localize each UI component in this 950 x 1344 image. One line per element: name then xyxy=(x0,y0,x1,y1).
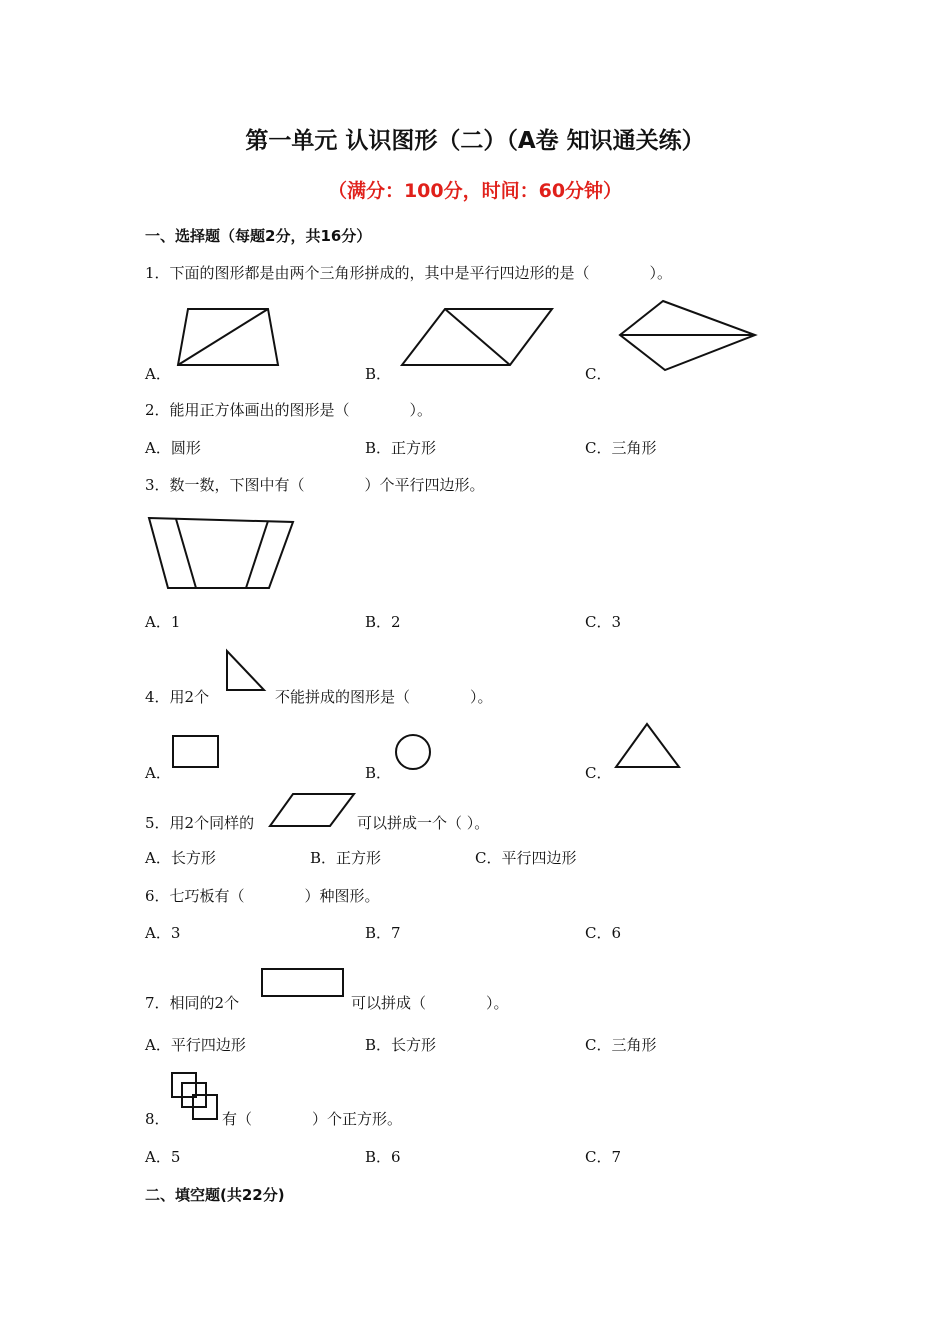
section-heading-fill-blank: 二、填空题(共22分) xyxy=(145,1186,285,1204)
question-1-option-c[interactable]: C． xyxy=(585,365,612,383)
question-2-option-b[interactable]: B．正方形 xyxy=(365,439,437,457)
question-5-option-a[interactable]: A．长方形 xyxy=(145,849,216,867)
page-title: 第一单元 认识图形（二）（A卷 知识通关练） xyxy=(245,128,705,154)
rectangle-inline-figure xyxy=(259,966,347,1000)
question-6-option-c[interactable]: C．6 xyxy=(585,924,622,942)
question-6-option-b[interactable]: B．7 xyxy=(365,924,401,942)
question-7-text-after: 可以拼成（ ）。 xyxy=(351,994,509,1012)
question-7-option-c[interactable]: C．三角形 xyxy=(585,1036,657,1054)
question-5-option-b[interactable]: B．正方形 xyxy=(310,849,382,867)
question-5-text-after: 可以拼成一个（ ）。 xyxy=(357,814,490,832)
section-heading-choice: 一、选择题（每题2分，共16分） xyxy=(145,227,372,245)
question-8-option-a[interactable]: A．5 xyxy=(145,1148,181,1166)
question-4-option-b[interactable]: B． xyxy=(365,764,392,782)
question-4-text-after: 不能拼成的图形是（ ）。 xyxy=(275,688,493,706)
overlapping-squares-figure xyxy=(168,1070,224,1124)
circle-option-figure xyxy=(392,732,434,774)
kite-with-diagonal-figure xyxy=(615,295,760,375)
question-3-option-c[interactable]: C．3 xyxy=(585,613,622,631)
question-2-option-a[interactable]: A．圆形 xyxy=(145,439,201,457)
question-7-option-a[interactable]: A．平行四边形 xyxy=(145,1036,246,1054)
question-6-text: 6．七巧板有（ ）种图形。 xyxy=(145,887,380,905)
question-4-text-before: 4．用2个 xyxy=(145,688,210,706)
question-2-text: 2．能用正方体画出的图形是（ ）。 xyxy=(145,401,433,419)
question-1-option-b[interactable]: B． xyxy=(365,365,392,383)
trapezoid-with-diagonal-figure xyxy=(170,305,290,370)
question-2-option-c[interactable]: C．三角形 xyxy=(585,439,657,457)
question-3-option-a[interactable]: A．1 xyxy=(145,613,181,631)
rectangle-option-figure xyxy=(170,733,222,771)
parallelogram-with-diagonal-figure xyxy=(398,305,558,370)
question-1-text: 1．下面的图形都是由两个三角形拼成的，其中是平行四边形的是（ ）。 xyxy=(145,264,673,282)
question-1-option-a[interactable]: A． xyxy=(145,365,171,383)
question-7-option-b[interactable]: B．长方形 xyxy=(365,1036,437,1054)
question-8-option-c[interactable]: C．7 xyxy=(585,1148,622,1166)
question-8-option-b[interactable]: B．6 xyxy=(365,1148,401,1166)
question-4-option-c[interactable]: C． xyxy=(585,764,612,782)
question-3-text: 3．数一数，下图中有（ ）个平行四边形。 xyxy=(145,476,485,494)
question-6-option-a[interactable]: A．3 xyxy=(145,924,181,942)
right-triangle-figure xyxy=(222,648,270,694)
divided-trapezoid-figure xyxy=(146,510,298,595)
parallelogram-inline-figure xyxy=(268,791,358,831)
question-3-option-b[interactable]: B．2 xyxy=(365,613,401,631)
score-time-info: （满分：100分，时间：60分钟） xyxy=(327,180,623,202)
question-7-text-before: 7．相同的2个 xyxy=(145,994,240,1012)
question-8-text-before: 8． xyxy=(145,1110,170,1128)
triangle-option-figure xyxy=(613,720,683,772)
question-4-option-a[interactable]: A． xyxy=(145,764,171,782)
question-8-text-after: 有（ ）个正方形。 xyxy=(222,1110,403,1128)
question-5-text-before: 5．用2个同样的 xyxy=(145,814,255,832)
question-5-option-c[interactable]: C．平行四边形 xyxy=(475,849,577,867)
